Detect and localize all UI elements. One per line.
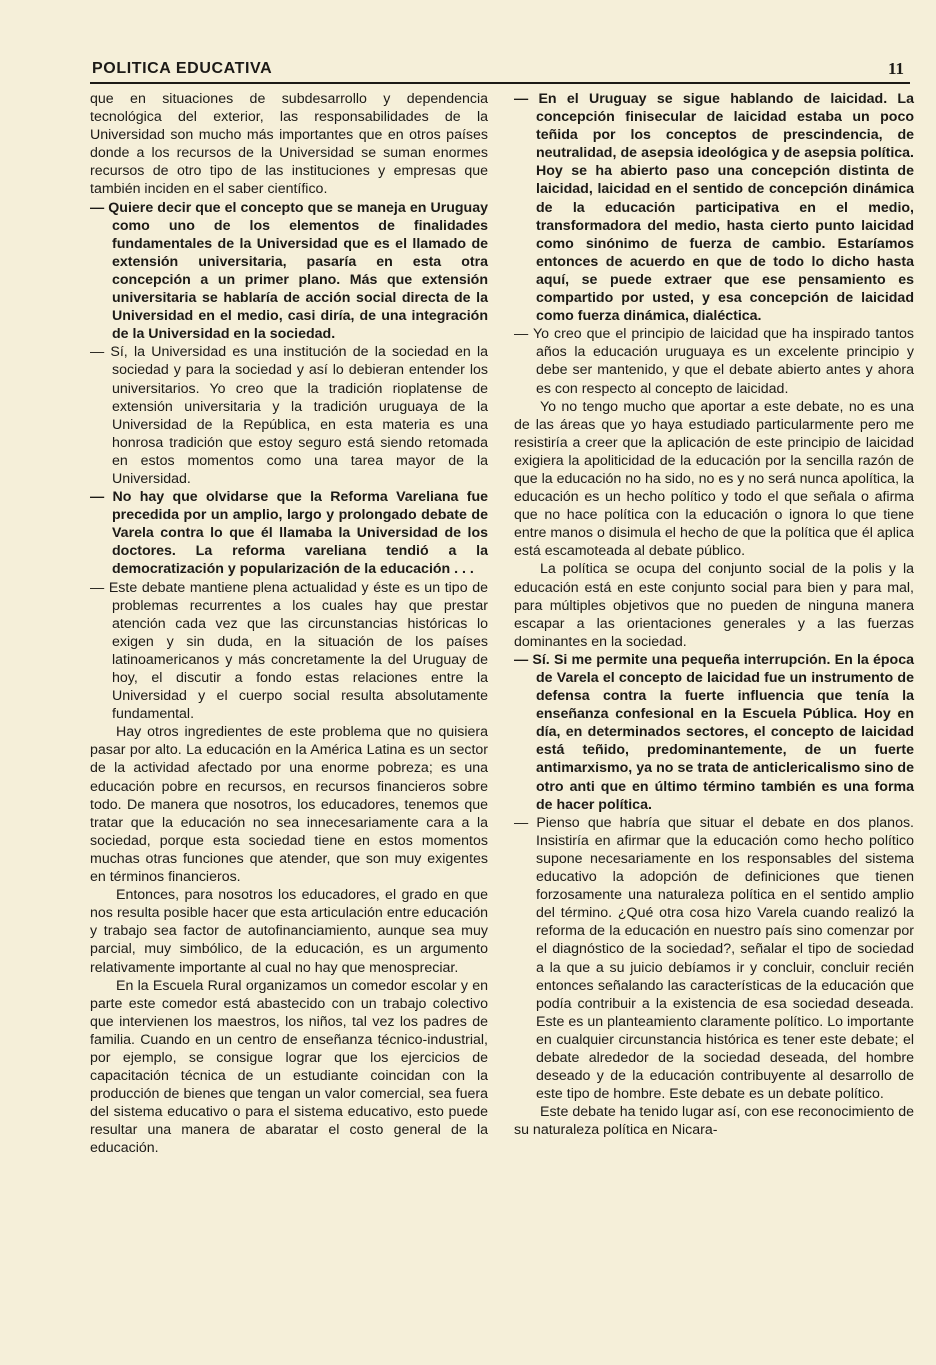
paragraph: Hay otros ingredientes de este problema que no quisiera pasar por alto. La educación en la América Latina es un sector de la actividad afectado por una enorme pobreza; es una educación pobre en recursos, en recursos financieros sobre todo. De manera que nosotros, los educadores, tenemos que tratar que la educación no sea innecesariamente cara a la sociedad, porque esta sociedad tiene en estos momentos muchas otras funciones que atender, que son muy exigentes en términos financieros. (90, 724, 488, 886)
paragraph: La política se ocupa del conjunto social de la polis y la educación está en este conjunto social para bien y para mal, para múltiples objetivos que no pueden de ninguna manera escapar a las orientaciones generales y a las fuerzas dominantes en la sociedad. (514, 561, 914, 650)
interviewer-question: — Quiere decir que el concepto que se maneja en Uruguay como uno de los elementos de finalidades fundamentales de la Universidad que es el llamado de extensión universitaria, pasaría en esta otra concepción a un primer plano. Más que extensión universitaria se hablaría de acción social directa de la Universidad en el medio, casi diría, de una integración de la Universidad en la sociedad. (90, 199, 488, 343)
running-header-title: POLITICA EDUCATIVA (92, 60, 273, 77)
answer-paragraph: — Yo creo que el principio de laicidad que ha inspirado tantos años la educación uruguaya es un excelente principio y debe ser mantenido, y que el debate abierto antes y ahora es con respecto al concepto de laicidad. (514, 326, 914, 397)
answer-paragraph: — Pienso que habría que situar el debate en dos planos. Insistiría en afirmar que la educación como hecho político supone necesariamente en los responsables del sistema educativo la adopción de definiciones que tienen forzosamente una naturaleza política en el sentido amplio del término. ¿Qué otra cosa hizo Varela cuando realizó la reforma de la educación en nuestro país sino comenzar por el diagnóstico de la sociedad?, señalar el tipo de sociedad a la que a su juicio debíamos ir y concluir, concluir recién entonces señalando las características de la educación que podía contribuir a la existencia de esa sociedad deseada. Este es un planteamiento claramente político. Lo importante en cualquier circunstancia histórica es tener este debate; el debate alrededor de la sociedad deseada, del hombre deseado y de la educación contribuyente al desarrollo de este tipo de hombre. Este debate es un debate político. (514, 814, 914, 1103)
paragraph: Este debate ha tenido lugar así, con ese reconocimiento de su naturaleza política en Nicara- (514, 1104, 914, 1139)
interviewer-question: — Sí. Si me permite una pequeña interrupción. En la época de Varela el concepto de laicidad fue un instrumento de defensa contra la fuerte influencia que tenía la enseñanza confesional en la Escuela Pública. Hoy en día, en determinados sectores, el concepto de laicidad está teñido, predominantemente, de un fuerte antimarxismo, ya no se trata de anticlericalismo sino de otro anti que en último término también es una forma de hacer política. (514, 651, 914, 813)
paragraph: Yo no tengo mucho que aportar a este debate, no es una de las áreas que yo haya estudiado particularmente pero me resistiría a creer que la aplicación de este principio de laicidad exigiera la apoliticidad de la educación por la sencilla razón de que la educación no ha sido, no es y no será nunca apolítica, la educación es un hecho político y todo el que señala o afirma que no hace política con la educación o ignora lo que tiene entre manos o disimula el hecho de que la política que él aplica está escamoteada al debate público. (514, 398, 914, 560)
answer-paragraph: — Este debate mantiene plena actualidad y éste es un tipo de problemas recurrentes a los cuales hay que prestar atención cada vez que las circunstancias históricas lo exigen y sin duda, en la situación de los países latinoamericanos y más concretamente la del Uruguay de hoy, el discutir a fondo estas relaciones entre la Universidad y el cuerpo social resulta absolutamente fundamental. (90, 579, 488, 723)
paragraph: Entonces, para nosotros los educadores, el grado en que nos resulta posible hacer que esta articulación entre educación y trabajo sea factor de autofinanciamiento, aunque sea muy parcial, muy simbólico, de la educación, es un argumento relativamente importante al cual no hay que menospreciar. (90, 887, 488, 976)
paragraph: que en situaciones de subdesarrollo y dependencia tecnológica del exterior, las responsabilidades de la Universidad son mucho más importantes que en otros países donde a los recursos de la Universidad se suman enormes recursos de otro tipo de las instituciones y empresas que también inciden en el saber científico. (90, 91, 488, 198)
page-number: 11 (887, 59, 904, 78)
right-column (514, 90, 914, 1139)
page-header (90, 58, 910, 82)
left-column (90, 90, 488, 1158)
interviewer-question: — En el Uruguay se sigue hablando de laicidad. La concepción finisecular de laicidad estaba un poco teñida por los conceptos de prescindencia, de neutralidad, de asepsia ideológica y de asepsia política. Hoy se ha abierto paso una concepción distinta de laicidad, laicidad en el sentido de concepción dinámica de la educación participativa en el medio, transformadora del medio, hasta cierto punto laicidad como sinónimo de fuerza de cambio. Estaríamos entonces de acuerdo en que de todo lo dicho hasta aquí, se puede extraer que ese pensamiento es compartido por usted, y esa concepción de laicidad como fuerza dinámica, dialéctica. (514, 91, 914, 325)
paragraph: En la Escuela Rural organizamos un comedor escolar y en parte este comedor está abastecido con un trabajo colectivo que intervienen los maestros, los niños, tal vez los padres de familia. Cuando en un centro de enseñanza técnico-industrial, por ejemplo, se consigue lograr que los ejercicios de capacitación técnica de un estudiante coincidan con la producción de bienes que tengan un valor comercial, sea fuera del sistema educativo o para el sistema educativo, esto puede resultar una manera de abaratar el costo general de la educación. (90, 977, 488, 1157)
header-rule (90, 82, 910, 84)
answer-paragraph: — Sí, la Universidad es una institución de la sociedad en la sociedad y para la sociedad y así lo debieran entender los universitarios. Yo creo que la tradición rioplatense de extensión universitaria y la tradición uruguaya de la Universidad de la República, en esta materia es una honrosa tradición que estoy seguro está siendo retomada en estos momentos como una tarea mayor de la Universidad. (90, 344, 488, 487)
interviewer-question: — No hay que olvidarse que la Reforma Vareliana fue precedida por un amplio, largo y prolongado debate de Varela contra lo que él llamaba la Universidad de los doctores. La reforma vareliana tendió a la democratización y popularización de la educación . . . (90, 489, 488, 578)
